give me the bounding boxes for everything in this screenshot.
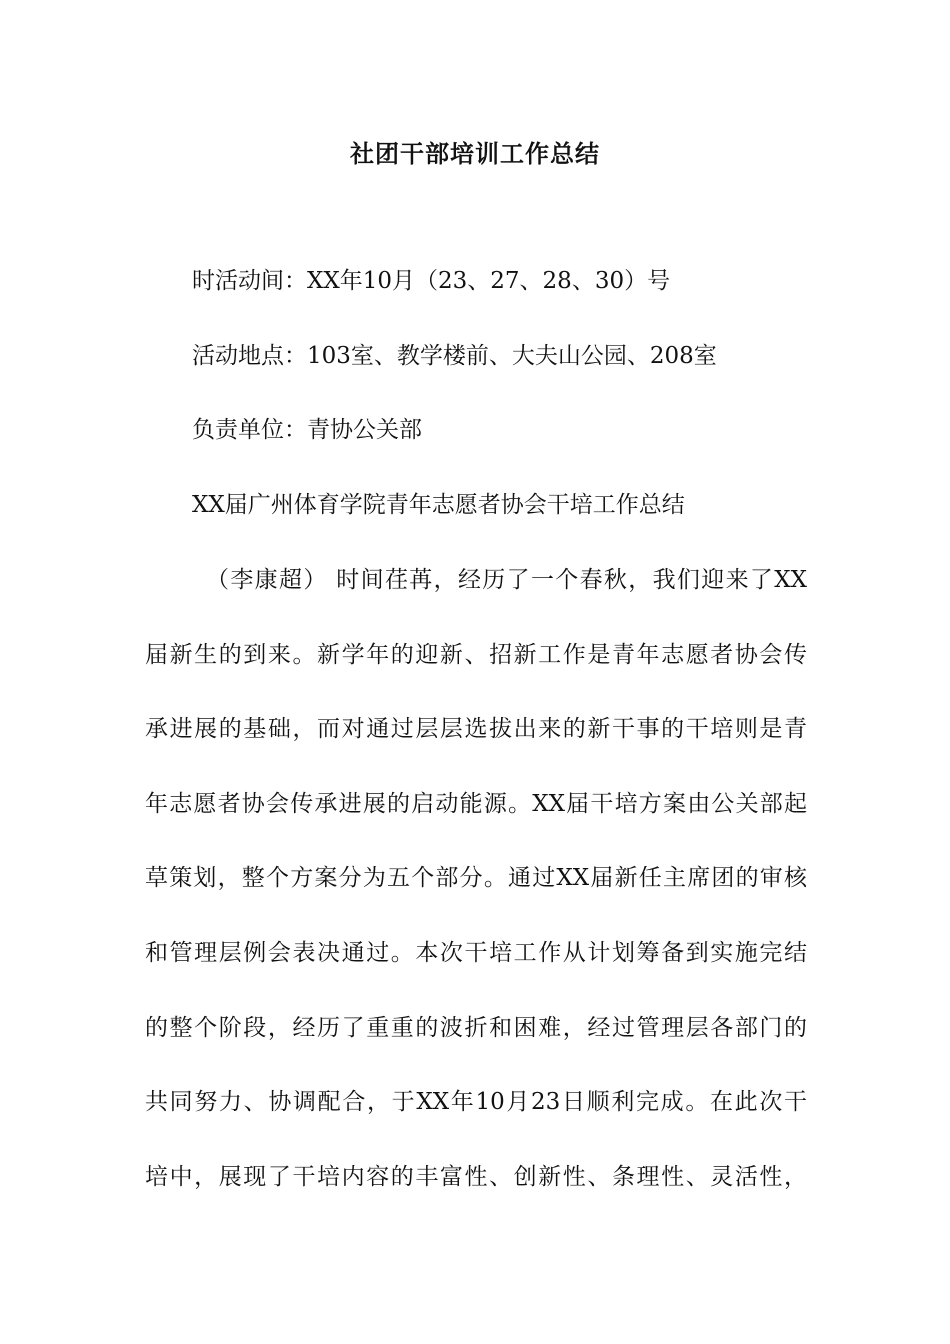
subtitle-line: XX届广州体育学院青年志愿者协会干培工作总结 (192, 492, 685, 518)
activity-time-line: 时活动间：XX年10月（23、27、28、30）号 (192, 268, 671, 294)
document-title: 社团干部培训工作总结 (350, 140, 600, 168)
body-line: 草策划，整个方案分为五个部分。通过XX届新任主席团的审核 (145, 865, 807, 891)
responsible-unit-line: 负责单位：青协公关部 (192, 417, 422, 443)
body-line: 的整个阶段，经历了重重的波折和困难，经过管理层各部门的 (145, 1015, 807, 1041)
body-line: （李康超） 时间荏苒，经历了一个春秋，我们迎来了XX (206, 567, 807, 593)
activity-location-line: 活动地点：103室、教学楼前、大夫山公园、208室 (192, 343, 717, 369)
body-line: 培中，展现了干培内容的丰富性、创新性、条理性、灵活性， (145, 1164, 807, 1190)
body-line: 届新生的到来。新学年的迎新、招新工作是青年志愿者协会传 (145, 642, 807, 668)
body-line: 年志愿者协会传承进展的启动能源。XX届干培方案由公关部起 (145, 791, 807, 817)
body-line: 承进展的基础，而对通过层层选拔出来的新干事的干培则是青 (145, 716, 807, 742)
body-line: 和管理层例会表决通过。本次干培工作从计划筹备到实施完结 (145, 940, 807, 966)
body-line: 共同努力、协调配合，于XX年10月23日顺利完成。在此次干 (145, 1089, 807, 1115)
